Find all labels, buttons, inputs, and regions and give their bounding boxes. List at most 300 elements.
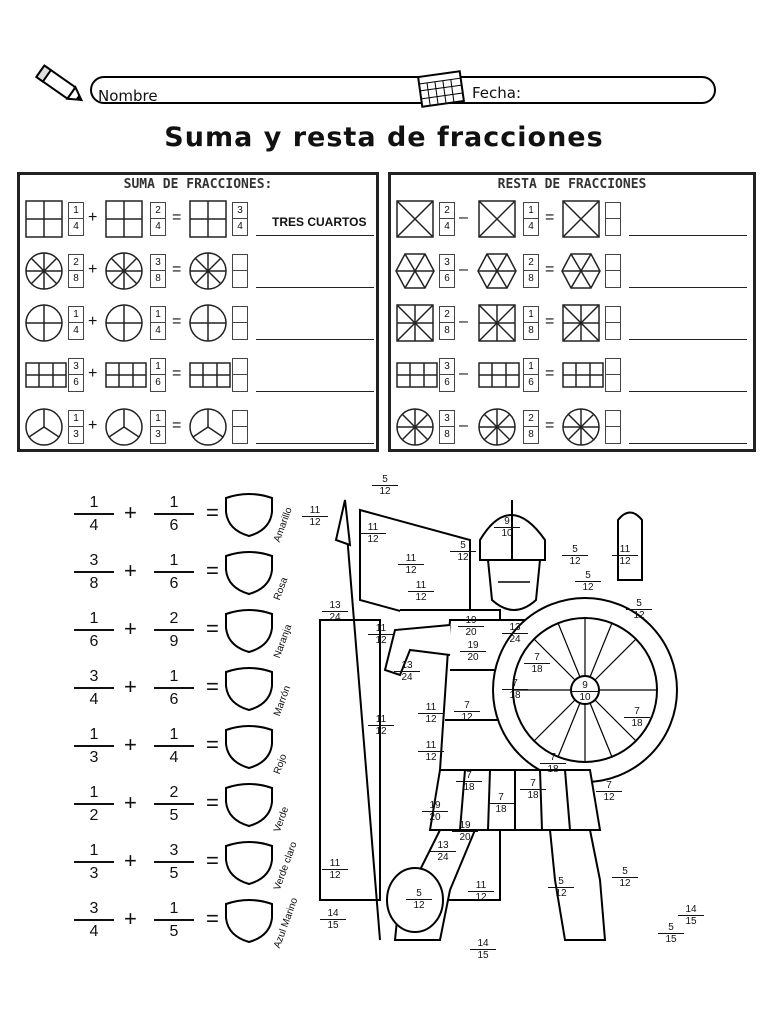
color-key-row	[60, 610, 320, 666]
fraction-a	[439, 358, 455, 392]
fraction-denominator	[606, 427, 620, 443]
fraction-numerator: 7	[488, 792, 514, 804]
fraction-result	[605, 306, 621, 340]
fraction-shape-b	[104, 407, 144, 447]
fraction-denominator: 6	[169, 517, 179, 534]
fraction-denominator: 15	[327, 920, 339, 931]
fraction-numerator	[233, 411, 247, 427]
fraction-denominator: 4	[89, 923, 99, 940]
equals-sign: =	[545, 209, 555, 226]
answer-line	[256, 287, 374, 288]
fraction-denominator: 4	[169, 749, 179, 766]
fraction-numerator: 11	[468, 880, 494, 892]
equals-sign: =	[172, 209, 182, 226]
resta-panel	[388, 172, 756, 452]
fraction-numerator: 1	[151, 411, 165, 427]
fraction-numerator: 5	[575, 570, 601, 582]
fraction-denominator: 3	[73, 429, 79, 440]
fraction-a	[74, 668, 114, 709]
fraction-a	[74, 552, 114, 593]
fraction-b	[523, 202, 539, 236]
plus-sign: +	[124, 906, 137, 931]
fraction-denominator: 12	[633, 610, 645, 621]
fraction-a	[439, 202, 455, 236]
picture-fraction	[494, 516, 520, 539]
fraction-denominator: 3	[155, 429, 161, 440]
equals-sign: =	[172, 417, 182, 434]
shield-answer-icon[interactable]	[222, 492, 276, 538]
plus-sign: +	[124, 500, 137, 525]
picture-fraction	[658, 922, 684, 945]
fraction-numerator	[233, 359, 247, 375]
fraction-numerator: 5	[406, 888, 432, 900]
fraction-numerator: 9	[494, 516, 520, 528]
fraction-denominator: 18	[631, 718, 643, 729]
fraction-shape-result	[188, 303, 228, 343]
fraction-b	[150, 306, 166, 340]
fraction-numerator: 5	[372, 474, 398, 486]
answer-line	[629, 391, 747, 392]
answer-line	[256, 339, 374, 340]
fraction-a	[68, 358, 84, 392]
equals-sign: =	[545, 365, 555, 382]
fraction-numerator: 11	[368, 623, 394, 635]
picture-fraction	[422, 800, 448, 823]
fraction-denominator: 15	[665, 934, 677, 945]
fraction-shape-a	[24, 355, 68, 395]
answer-line	[256, 391, 374, 392]
fraction-denominator: 12	[375, 635, 387, 646]
fraction-denominator: 4	[155, 221, 161, 232]
fraction-denominator: 20	[459, 832, 471, 843]
color-label: Rosa	[272, 576, 291, 602]
picture-fraction	[302, 505, 328, 528]
fraction-denominator: 4	[73, 221, 79, 232]
fraction-denominator: 18	[463, 782, 475, 793]
fraction-a	[68, 202, 84, 236]
fraction-b	[150, 254, 166, 288]
fraction-denominator: 12	[619, 556, 631, 567]
fraction-numerator: 1	[154, 668, 194, 689]
answer-line	[629, 339, 747, 340]
fraction-numerator: 5	[548, 876, 574, 888]
fraction-denominator: 3	[89, 865, 99, 882]
equals-sign: =	[545, 417, 555, 434]
fraction-denominator: 5	[169, 923, 179, 940]
fraction-numerator: 9	[572, 680, 598, 692]
fraction-numerator: 19	[458, 615, 484, 627]
color-label: Amarillo	[272, 506, 295, 544]
plus-sign: +	[124, 732, 137, 757]
fraction-numerator: 1	[74, 726, 114, 747]
fraction-denominator: 12	[329, 870, 341, 881]
fraction-numerator: 1	[151, 359, 165, 375]
fraction-numerator: 11	[360, 522, 386, 534]
fraction-numerator: 1	[154, 726, 194, 747]
fraction-numerator: 7	[540, 752, 566, 764]
picture-fraction	[322, 600, 348, 623]
fraction-numerator: 13	[502, 622, 528, 634]
name-label: Nombre	[98, 87, 158, 105]
fraction-denominator	[233, 271, 247, 287]
calendar-icon	[416, 68, 466, 108]
color-key-row	[60, 494, 320, 550]
picture-fraction	[460, 640, 486, 663]
fraction-numerator: 2	[151, 203, 165, 219]
fraction-denominator: 24	[401, 672, 413, 683]
fraction-b	[154, 726, 194, 767]
fraction-numerator	[606, 203, 620, 219]
fraction-b	[150, 410, 166, 444]
picture-fraction	[320, 908, 346, 931]
shield-answer-icon[interactable]	[222, 840, 276, 886]
fraction-denominator: 12	[619, 878, 631, 889]
picture-fraction	[398, 553, 424, 576]
equals-sign: =	[206, 848, 219, 873]
fraction-b	[523, 254, 539, 288]
color-key-row	[60, 784, 320, 840]
fraction-denominator: 12	[475, 892, 487, 903]
plus-sign: +	[124, 674, 137, 699]
fraction-denominator	[606, 219, 620, 235]
fraction-denominator: 8	[528, 273, 534, 284]
fraction-shape-a	[24, 407, 64, 447]
picture-fraction	[502, 622, 528, 645]
fraction-numerator: 1	[74, 784, 114, 805]
fraction-numerator: 19	[422, 800, 448, 812]
fraction-a	[439, 254, 455, 288]
fraction-shape-result	[188, 355, 232, 395]
pencil-icon	[30, 60, 90, 110]
fraction-b	[150, 202, 166, 236]
picture-fraction	[575, 570, 601, 593]
picture-fraction	[418, 702, 444, 725]
fraction-shape-b	[477, 407, 517, 447]
fraction-numerator: 3	[74, 900, 114, 921]
equals-sign: =	[206, 558, 219, 583]
picture-fraction	[360, 522, 386, 545]
fraction-denominator	[606, 271, 620, 287]
fraction-numerator: 1	[69, 411, 83, 427]
fraction-b	[523, 410, 539, 444]
color-key-row	[60, 896, 320, 956]
fraction-denominator: 4	[528, 221, 534, 232]
fraction-numerator: 7	[502, 678, 528, 690]
plus-sign: +	[124, 616, 137, 641]
suma-panel	[17, 172, 379, 452]
fraction-numerator: 13	[394, 660, 420, 672]
fraction-b	[154, 610, 194, 651]
fraction-denominator: 18	[531, 664, 543, 675]
name-date-bar[interactable]	[90, 76, 716, 104]
fraction-denominator	[606, 323, 620, 339]
color-key-row	[60, 668, 320, 724]
picture-fraction	[454, 700, 480, 723]
fraction-numerator: 11	[302, 505, 328, 517]
fraction-denominator: 10	[579, 692, 591, 703]
fraction-denominator: 8	[528, 325, 534, 336]
fraction-denominator: 6	[444, 377, 450, 388]
plus-sign: +	[88, 209, 98, 226]
fraction-shape-a	[24, 199, 64, 239]
fraction-result	[232, 254, 248, 288]
equals-sign: =	[172, 365, 182, 382]
plus-sign: +	[124, 848, 137, 873]
fraction-numerator: 2	[440, 203, 454, 219]
fraction-numerator: 5	[626, 598, 652, 610]
shield-answer-icon[interactable]	[222, 898, 276, 944]
fraction-denominator: 8	[73, 273, 79, 284]
fraction-numerator: 11	[418, 702, 444, 714]
fraction-shape-b	[104, 251, 144, 291]
fraction-a	[74, 784, 114, 825]
fraction-a	[68, 306, 84, 340]
fraction-numerator: 3	[69, 359, 83, 375]
fraction-numerator: 1	[74, 842, 114, 863]
shield-answer-icon[interactable]	[222, 666, 276, 712]
fraction-b	[154, 552, 194, 593]
fraction-numerator: 5	[658, 922, 684, 934]
fraction-denominator: 12	[425, 714, 437, 725]
equals-sign: =	[172, 261, 182, 278]
answer-line	[629, 443, 747, 444]
fraction-denominator: 6	[89, 633, 99, 650]
minus-sign: –	[459, 365, 468, 382]
equals-sign: =	[206, 906, 219, 931]
fraction-shape-a	[395, 303, 435, 343]
fraction-a	[74, 494, 114, 535]
fraction-denominator: 12	[425, 752, 437, 763]
fraction-denominator: 12	[367, 534, 379, 545]
fraction-numerator: 2	[524, 411, 538, 427]
picture-fraction	[572, 680, 598, 703]
fraction-shape-b	[477, 355, 521, 395]
fraction-denominator: 15	[685, 916, 697, 927]
fraction-denominator	[233, 323, 247, 339]
equals-sign: =	[206, 732, 219, 757]
fraction-denominator: 5	[169, 807, 179, 824]
picture-fraction	[548, 876, 574, 899]
fraction-denominator: 12	[309, 517, 321, 528]
fraction-result	[605, 254, 621, 288]
fraction-numerator: 1	[524, 307, 538, 323]
fraction-shape-result	[561, 355, 605, 395]
fraction-numerator: 1	[69, 307, 83, 323]
plus-sign: +	[124, 790, 137, 815]
fraction-b	[154, 494, 194, 535]
picture-fraction	[450, 540, 476, 563]
fraction-denominator: 24	[437, 852, 449, 863]
fraction-denominator: 12	[379, 486, 391, 497]
fraction-a	[68, 254, 84, 288]
fraction-numerator: 7	[456, 770, 482, 782]
fraction-numerator: 1	[74, 610, 114, 631]
fraction-denominator: 24	[329, 612, 341, 623]
fraction-shape-b	[104, 303, 144, 343]
plus-sign: +	[88, 261, 98, 278]
picture-fraction	[520, 778, 546, 801]
equals-sign: =	[206, 500, 219, 525]
fraction-numerator: 3	[74, 668, 114, 689]
fraction-numerator: 1	[524, 359, 538, 375]
minus-sign: –	[459, 417, 468, 434]
fraction-shape-result	[188, 407, 228, 447]
fraction-numerator: 13	[322, 600, 348, 612]
fraction-denominator: 4	[89, 691, 99, 708]
picture-fraction	[488, 792, 514, 815]
fraction-numerator: 5	[562, 544, 588, 556]
color-key-row	[60, 842, 320, 898]
fraction-shape-b	[104, 355, 148, 395]
fraction-numerator: 1	[69, 203, 83, 219]
fraction-a	[68, 410, 84, 444]
plus-sign: +	[88, 313, 98, 330]
fraction-a	[74, 726, 114, 767]
shield-answer-icon[interactable]	[222, 550, 276, 596]
fraction-numerator: 2	[154, 784, 194, 805]
fraction-numerator: 11	[612, 544, 638, 556]
picture-fraction	[502, 678, 528, 701]
picture-fraction	[468, 880, 494, 903]
fraction-numerator: 2	[440, 307, 454, 323]
fraction-result	[605, 410, 621, 444]
fraction-denominator: 6	[169, 575, 179, 592]
fraction-denominator: 12	[569, 556, 581, 567]
fraction-result	[605, 358, 621, 392]
fraction-numerator: 2	[154, 610, 194, 631]
fraction-numerator: 2	[69, 255, 83, 271]
suma-panel-title: SUMA DE FRACCIONES:	[123, 177, 273, 192]
picture-fraction	[368, 623, 394, 646]
shield-answer-icon[interactable]	[222, 782, 276, 828]
fraction-numerator	[233, 255, 247, 271]
fraction-denominator: 9	[169, 633, 179, 650]
picture-fraction	[418, 740, 444, 763]
page-title: Suma y resta de fracciones	[164, 122, 604, 153]
fraction-shape-a	[395, 199, 435, 239]
fraction-shape-a	[395, 251, 435, 291]
fraction-denominator: 4	[444, 221, 450, 232]
fraction-shape-b	[104, 199, 144, 239]
picture-fraction	[368, 714, 394, 737]
fraction-numerator: 13	[430, 840, 456, 852]
fraction-numerator: 1	[154, 900, 194, 921]
picture-fraction	[322, 858, 348, 881]
color-key-row	[60, 552, 320, 608]
fraction-shape-a	[24, 251, 64, 291]
color-label: Verde claro	[272, 840, 300, 892]
fraction-numerator	[606, 411, 620, 427]
fraction-numerator: 7	[624, 706, 650, 718]
answer-line	[629, 287, 747, 288]
fraction-numerator: 19	[460, 640, 486, 652]
fraction-b	[154, 784, 194, 825]
fraction-denominator: 12	[582, 582, 594, 593]
fraction-denominator: 12	[555, 888, 567, 899]
fraction-denominator: 18	[547, 764, 559, 775]
fraction-numerator: 7	[454, 700, 480, 712]
fraction-numerator: 7	[524, 652, 550, 664]
shield-answer-icon[interactable]	[222, 608, 276, 654]
fraction-denominator: 6	[444, 273, 450, 284]
fraction-denominator: 8	[528, 429, 534, 440]
picture-fraction	[394, 660, 420, 683]
fraction-numerator: 11	[368, 714, 394, 726]
picture-fraction	[458, 615, 484, 638]
fraction-denominator: 20	[429, 812, 441, 823]
picture-fraction	[408, 580, 434, 603]
fraction-numerator: 19	[452, 820, 478, 832]
fraction-denominator: 6	[169, 691, 179, 708]
fraction-denominator: 6	[528, 377, 534, 388]
fraction-shape-result	[188, 251, 228, 291]
fraction-denominator: 5	[169, 865, 179, 882]
fraction-shape-b	[477, 199, 517, 239]
fraction-shape-result	[561, 251, 601, 291]
fraction-denominator: 24	[509, 634, 521, 645]
equals-sign: =	[206, 616, 219, 641]
fraction-a	[439, 410, 455, 444]
fraction-a	[74, 842, 114, 883]
fraction-shape-result	[561, 199, 601, 239]
fraction-denominator	[233, 375, 247, 391]
fraction-numerator: 14	[320, 908, 346, 920]
minus-sign: –	[459, 261, 468, 278]
fraction-b	[154, 842, 194, 883]
fraction-numerator: 2	[524, 255, 538, 271]
fraction-denominator: 12	[461, 712, 473, 723]
color-key-row	[60, 726, 320, 782]
fraction-numerator: 11	[418, 740, 444, 752]
fraction-shape-result	[561, 407, 601, 447]
fraction-denominator: 8	[444, 429, 450, 440]
fraction-numerator: 1	[151, 307, 165, 323]
fraction-shape-b	[477, 303, 517, 343]
fraction-denominator	[233, 427, 247, 443]
shield-answer-icon[interactable]	[222, 724, 276, 770]
fraction-a	[439, 306, 455, 340]
fraction-result	[605, 202, 621, 236]
picture-fraction	[470, 938, 496, 961]
fraction-numerator: 3	[154, 842, 194, 863]
fraction-numerator	[233, 307, 247, 323]
picture-fraction	[596, 780, 622, 803]
fraction-numerator: 14	[470, 938, 496, 950]
fraction-shape-b	[477, 251, 517, 291]
answer-line	[629, 235, 747, 236]
color-label: Verde	[272, 805, 292, 834]
color-label: Azul Marino	[272, 896, 301, 950]
fraction-denominator: 8	[89, 575, 99, 592]
plus-sign: +	[88, 365, 98, 382]
fraction-shape-result	[188, 199, 228, 239]
color-label: Rojo	[272, 752, 290, 776]
fraction-denominator: 18	[509, 690, 521, 701]
picture-fraction	[524, 652, 550, 675]
fraction-denominator: 4	[89, 517, 99, 534]
fraction-numerator: 11	[322, 858, 348, 870]
fraction-numerator: 7	[520, 778, 546, 790]
fraction-denominator: 12	[415, 592, 427, 603]
answer-line	[256, 443, 374, 444]
equals-sign: =	[206, 674, 219, 699]
fraction-a	[74, 900, 114, 941]
fraction-numerator: 3	[440, 411, 454, 427]
picture-fraction	[626, 598, 652, 621]
equals-sign: =	[206, 790, 219, 815]
fraction-numerator: 7	[596, 780, 622, 792]
fraction-denominator: 10	[501, 528, 513, 539]
